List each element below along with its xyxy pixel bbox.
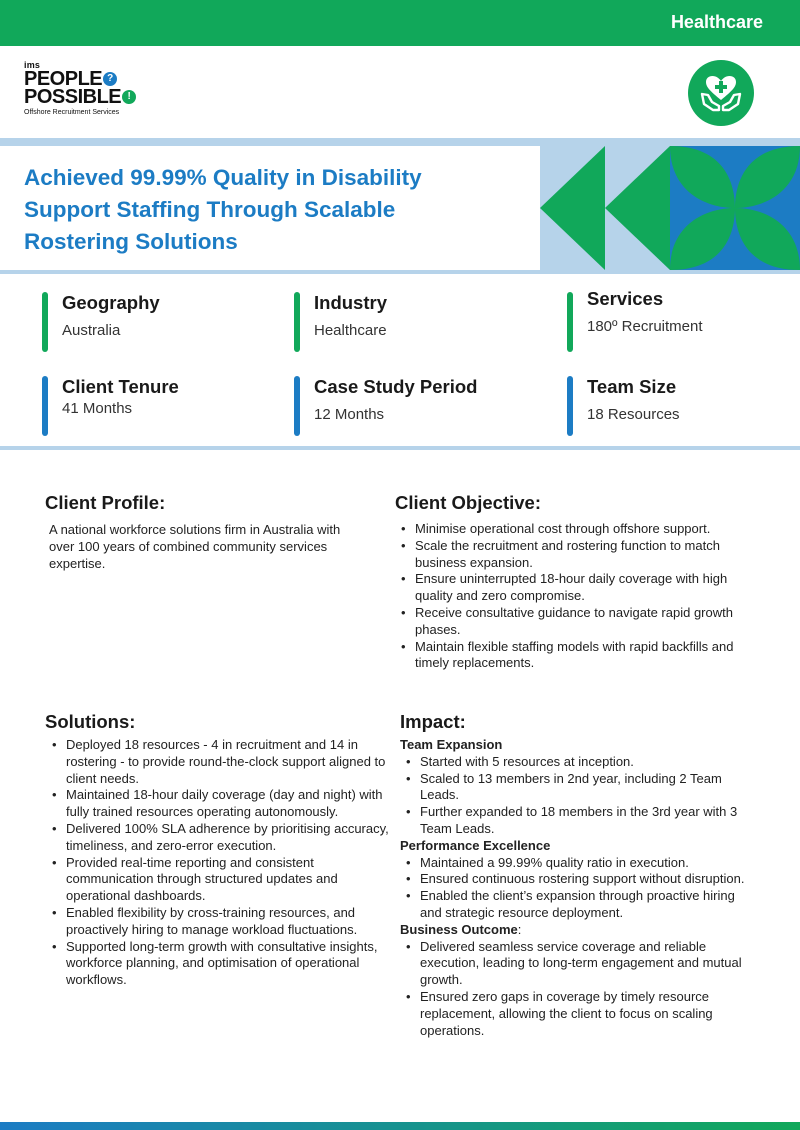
logo-tagline: Offshore Recruitment Services: [24, 109, 120, 116]
impact-list: [400, 855, 760, 922]
impact-subheading-colon: :: [517, 921, 522, 937]
logo-line-2: [24, 88, 154, 106]
solutions-list: [50, 737, 390, 989]
list-item: • Maintained 18-hour daily coverage (day and night) with fully trained resources operating autonomously.: [50, 787, 390, 821]
fact-value: 180º Recruitment: [587, 318, 703, 335]
list-item: • Delivered 100% SLA adherence by prioritising accuracy, timeliness, and zero-error execution.: [50, 821, 390, 855]
logo-word-possible: POSSIBLE: [24, 86, 122, 108]
heart-cross-hands-icon: [688, 60, 754, 126]
fact-accent-bar: [42, 292, 48, 352]
impact-subheading-row: [400, 922, 760, 939]
impact-heading: Impact:: [400, 711, 466, 732]
fact-services: [567, 288, 703, 335]
fact-case-study-period: [294, 376, 477, 423]
list-item: • Maintained a 99.99% quality ratio in execution.: [404, 855, 760, 872]
list-item: • Receive consultative guidance to navigate rapid growth phases.: [399, 605, 759, 639]
impact-subheading: Team Expansion: [400, 737, 503, 752]
list-item: • Further expanded to 18 members in the 3rd year with 3 Team Leads.: [404, 804, 760, 838]
fact-industry: [294, 292, 387, 339]
impact-content: [400, 737, 760, 1039]
top-banner: [0, 0, 800, 46]
fact-value: Australia: [62, 322, 121, 339]
list-item: • Ensured continuous rostering support without disruption.: [404, 871, 760, 888]
exclamation-badge-icon: !: [122, 90, 136, 104]
fact-label: Industry: [314, 292, 387, 313]
list-item: • Deployed 18 resources - 4 in recruitment and 14 in rostering - to provide round-the-clock support aligned to client needs.: [50, 737, 390, 787]
list-item: • Provided real-time reporting and consistent communication through structured updates and operational dashboards.: [50, 855, 390, 905]
impact-list: [400, 939, 760, 1040]
client-objective-heading: Client Objective:: [395, 492, 541, 513]
fact-label: Case Study Period: [314, 376, 478, 397]
company-logo: [24, 60, 154, 116]
fact-accent-bar: [567, 376, 573, 436]
fact-value: 12 Months: [314, 406, 385, 423]
fact-label: Services: [587, 288, 664, 309]
solutions-heading: Solutions:: [45, 711, 136, 732]
fact-accent-bar: [294, 376, 300, 436]
fact-label: Team Size: [587, 376, 677, 397]
fact-value: 41 Months: [62, 400, 133, 417]
fact-value: 18 Resources: [587, 406, 680, 423]
list-item: • Delivered seamless service coverage and reliable execution, leading to long-term engagement and mutual growth.: [404, 939, 760, 989]
fact-label: Geography: [62, 292, 160, 313]
fact-accent-bar: [567, 292, 573, 352]
fact-geography: [42, 292, 160, 339]
fact-accent-bar: [294, 292, 300, 352]
impact-subheading: Performance Excellence: [400, 837, 551, 853]
bottom-gradient-bar: [0, 1122, 800, 1130]
list-item: • Started with 5 resources at inception.: [404, 754, 760, 771]
impact-subheading: Business Outcome: [400, 921, 518, 937]
impact-list: [400, 754, 760, 838]
list-item: • Enabled flexibility by cross-training resources, and proactively hiring to manage workload fluctuations.: [50, 905, 390, 939]
list-item: • Maintain flexible staffing models with rapid backfills and timely replacements.: [399, 639, 759, 673]
decorative-shapes: [540, 146, 800, 270]
list-item: • Supported long-term growth with consultative insights, workforce planning, and optimisation of operational workflows.: [50, 939, 390, 989]
list-item: • Minimise operational cost through offshore support.: [399, 521, 759, 538]
list-item: • Scaled to 13 members in 2nd year, including 2 Team Leads.: [404, 771, 760, 805]
case-study-title: Achieved 99.99% Quality in Disability Support Staffing Through Scalable Rostering Solutions: [24, 165, 422, 254]
list-item: • Ensure uninterrupted 18-hour daily coverage with high quality and zero compromise.: [399, 571, 759, 605]
logo-ims: ims: [24, 60, 41, 70]
fact-client-tenure: [42, 376, 179, 417]
list-item: • Ensured zero gaps in coverage by timely resource replacement, allowing the client to focus on scaling operations.: [404, 989, 760, 1039]
key-facts: [0, 274, 800, 450]
client-objective-list: [399, 521, 759, 672]
fact-label: Client Tenure: [62, 376, 179, 397]
client-profile-heading: Client Profile:: [45, 492, 166, 513]
question-badge-icon: ?: [103, 72, 117, 86]
fact-value: Healthcare: [314, 322, 387, 339]
list-item: • Enabled the client’s expansion through proactive hiring and strategic resource deployment.: [404, 888, 760, 922]
fact-team-size: [567, 376, 680, 423]
fact-accent-bar: [42, 376, 48, 436]
list-item: • Scale the recruitment and rostering function to match business expansion.: [399, 538, 759, 572]
client-profile-text: A national workforce solutions firm in Australia with over 100 years of combined community services expertise.: [49, 522, 341, 571]
industry-tag: Healthcare: [670, 12, 763, 32]
logo-word-people: PEOPLE: [24, 68, 103, 90]
